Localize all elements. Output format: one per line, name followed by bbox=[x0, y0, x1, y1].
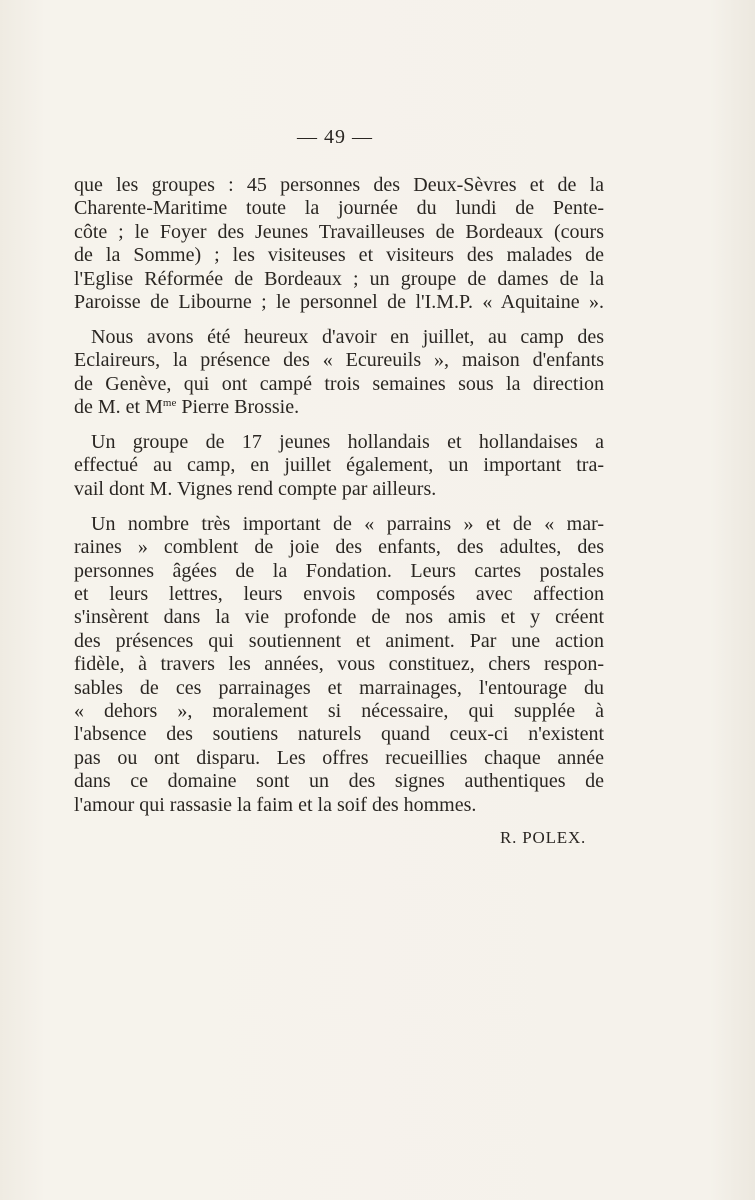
text-line: et leurs lettres, leurs envois composés avec affection bbox=[74, 583, 604, 606]
text-line: de la Somme) ; les visiteuses et visiteurs des malades de bbox=[74, 244, 604, 267]
text-line: Nous avons été heureux d'avoir en juillet, au camp des bbox=[91, 325, 604, 348]
text-line: l'Eglise Réformée de Bordeaux ; un groupe de dames de la bbox=[74, 267, 604, 290]
text-line: « dehors », moralement si nécessaire, qui supplée à bbox=[74, 699, 604, 722]
text-line: Paroisse de Libourne ; le personnel de l'I.M.P. « Aquitaine ». bbox=[74, 290, 604, 313]
text-fragment: de M. et M bbox=[74, 396, 163, 419]
text-fragment: Pierre Brossie. bbox=[176, 396, 300, 419]
superscript: me bbox=[162, 397, 177, 410]
body-text bbox=[74, 174, 604, 817]
text-line: fidèle, à travers les années, vous constituez, chers respon- bbox=[74, 653, 604, 676]
text-line: personnes âgées de la Fondation. Leurs cartes postales bbox=[74, 559, 604, 582]
text-line: des présences qui soutiennent et animent. Par une action bbox=[74, 629, 604, 652]
text-line: l'absence des soutiens naturels quand ceux-ci n'existent bbox=[74, 723, 604, 746]
text-line: Eclaireurs, la présence des « Ecureuils », maison d'enfants bbox=[74, 349, 604, 372]
text-line: de Genève, qui ont campé trois semaines sous la direction bbox=[74, 372, 604, 395]
paragraph-3 bbox=[74, 431, 604, 501]
text-line: effectué au camp, en juillet également, un important tra- bbox=[74, 454, 604, 477]
text-line: que les groupes : 45 personnes des Deux-Sèvres et de la bbox=[74, 174, 604, 196]
text-line: Charente-Maritime toute la journée du lundi de Pente- bbox=[74, 197, 604, 220]
text-line: raines » comblent de joie des enfants, des adultes, des bbox=[74, 536, 604, 559]
signature: R. POLEX. bbox=[500, 828, 587, 847]
paragraph-4 bbox=[74, 513, 604, 817]
text-line: dans ce domaine sont un des signes authentiques de bbox=[74, 770, 604, 793]
text-line: côte ; le Foyer des Jeunes Travailleuses de Bordeaux (cours bbox=[74, 220, 604, 243]
text-line: s'insèrent dans la vie profonde de nos amis et y créent bbox=[74, 606, 604, 629]
text-line: pas ou ont disparu. Les offres recueillies chaque année bbox=[74, 746, 604, 769]
text-line: Un nombre très important de « parrains » et de « mar- bbox=[91, 512, 604, 535]
text-line-with-superscript bbox=[74, 396, 604, 419]
text-line: vail dont M. Vignes rend compte par ailleurs. bbox=[74, 477, 437, 500]
text-line: sables de ces parrainages et marrainages, l'entourage du bbox=[74, 676, 604, 699]
paragraph-2 bbox=[74, 326, 604, 420]
paragraph-1 bbox=[74, 174, 604, 314]
text-line: l'amour qui rassasie la faim et la soif des hommes. bbox=[74, 793, 477, 816]
page-number: — 49 — bbox=[297, 126, 373, 148]
text-line: Un groupe de 17 jeunes hollandais et hollandaises a bbox=[91, 431, 604, 454]
